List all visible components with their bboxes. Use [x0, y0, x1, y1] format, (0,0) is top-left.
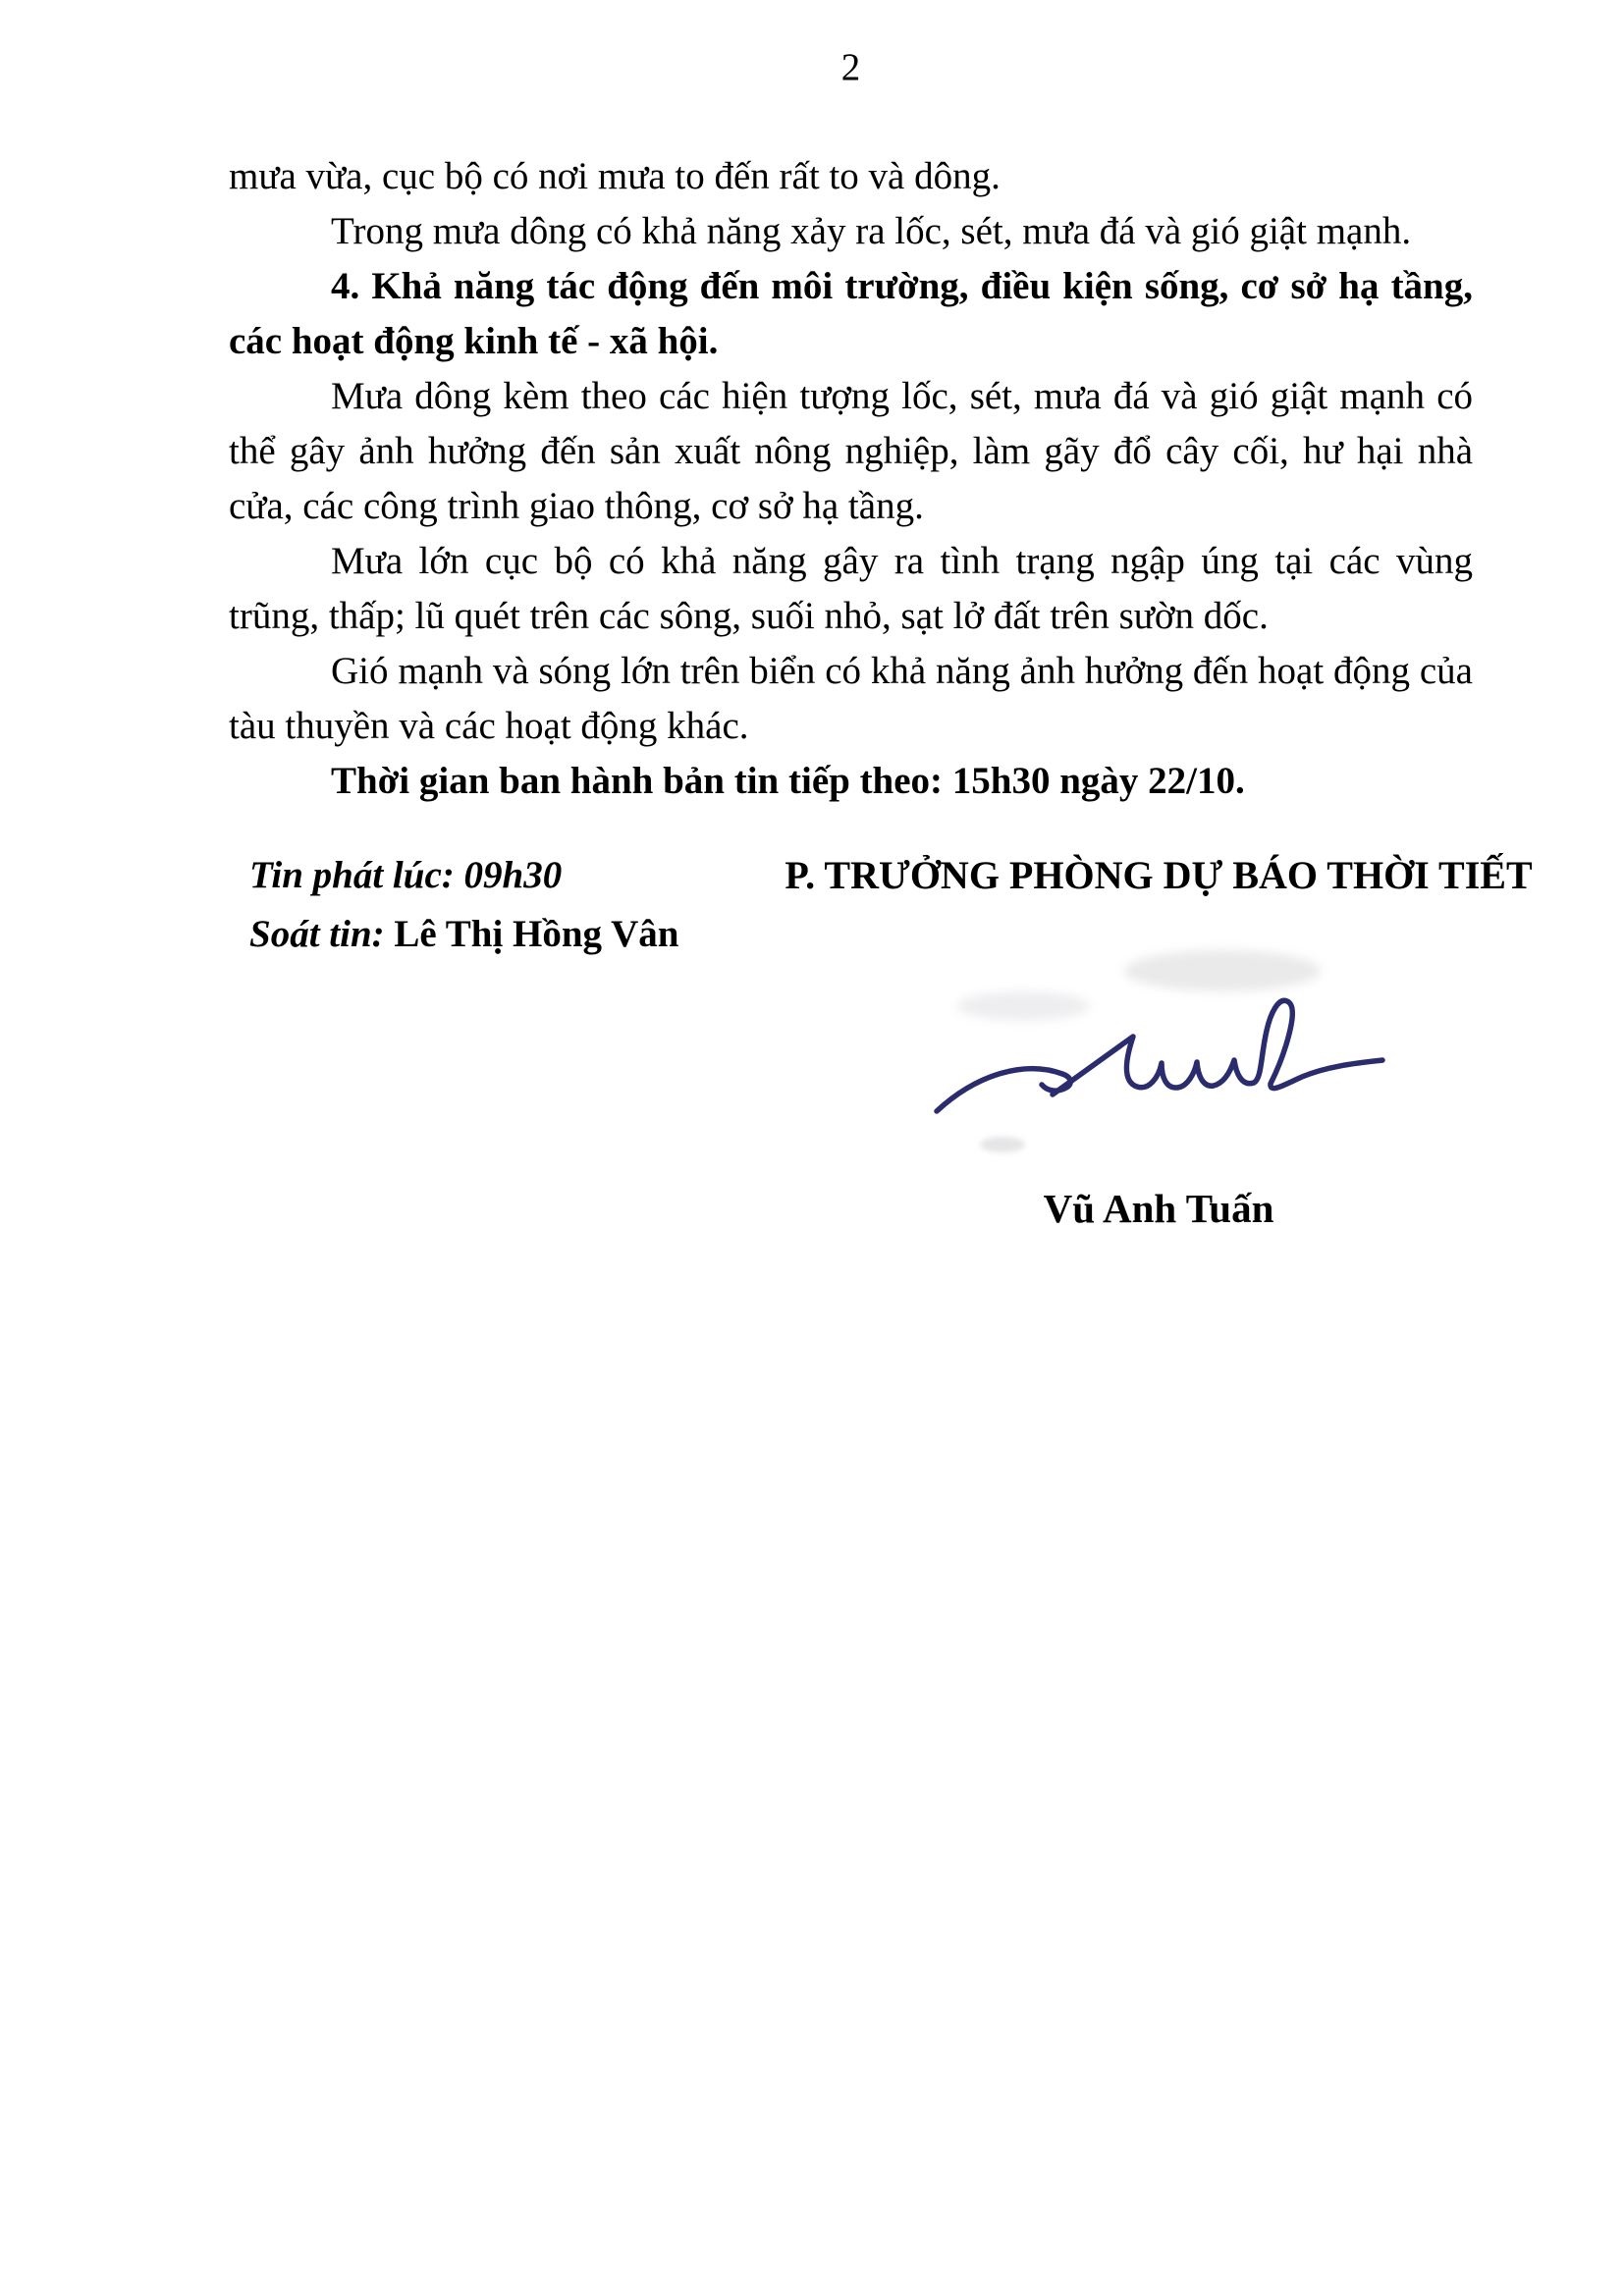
body-paragraph: Mưa dông kèm theo các hiện tượng lốc, sét, mưa đá và gió giật mạnh có thể gây ảnh hưởng đến sản xuất nông nghiệp, làm gãy đổ cây cối, hư hại nhà cửa, các công trình giao thông, cơ sở hạ tầng. — [229, 375, 1473, 527]
next-bulletin-time: Thời gian ban hành bản tin tiếp theo: 15h30 ngày 22/10. — [331, 760, 1245, 802]
signature-icon — [923, 962, 1394, 1158]
body-paragraph: Gió mạnh và sóng lớn trên biển có khả năng ảnh hưởng đến hoạt động của tàu thuyền và các hoạt động khác. — [229, 650, 1473, 747]
proofread-label: Soát tin: — [249, 913, 385, 955]
body-paragraph: Trong mưa dông có khả năng xảy ra lốc, sét, mưa đá và gió giật mạnh. — [331, 210, 1412, 252]
body-paragraph: Mưa lớn cục bộ có khả năng gây ra tình trạng ngập úng tại các vùng trũng, thấp; lũ quét trên các sông, suối nhỏ, sạt lở đất trên sườn dốc. — [229, 540, 1473, 637]
page-number: 2 — [840, 46, 861, 88]
proofread-line — [249, 905, 678, 964]
signer-name: Vũ Anh Tuấn — [1043, 1186, 1274, 1231]
issue-time-label: Tin phát lúc: — [249, 854, 455, 896]
signer-title: P. TRƯỞNG PHÒNG DỰ BÁO THỜI TIẾT — [785, 853, 1533, 897]
handwritten-signature — [923, 962, 1394, 1158]
issue-info — [249, 846, 678, 964]
section-4-heading: 4. Khả năng tác động đến môi trường, điều kiện sống, cơ sở hạ tầng, các hoạt động kinh tế - xã hội. — [229, 265, 1473, 362]
signature-stroke — [937, 1000, 1382, 1111]
body-paragraph-continuation: mưa vừa, cục bộ có nơi mưa to đến rất to và dông. — [229, 155, 1001, 197]
issue-time-value: 09h30 — [463, 854, 563, 896]
document-body — [229, 149, 1473, 809]
issue-time-line — [249, 846, 678, 905]
proofreader-name: Lê Thị Hồng Vân — [394, 913, 679, 955]
